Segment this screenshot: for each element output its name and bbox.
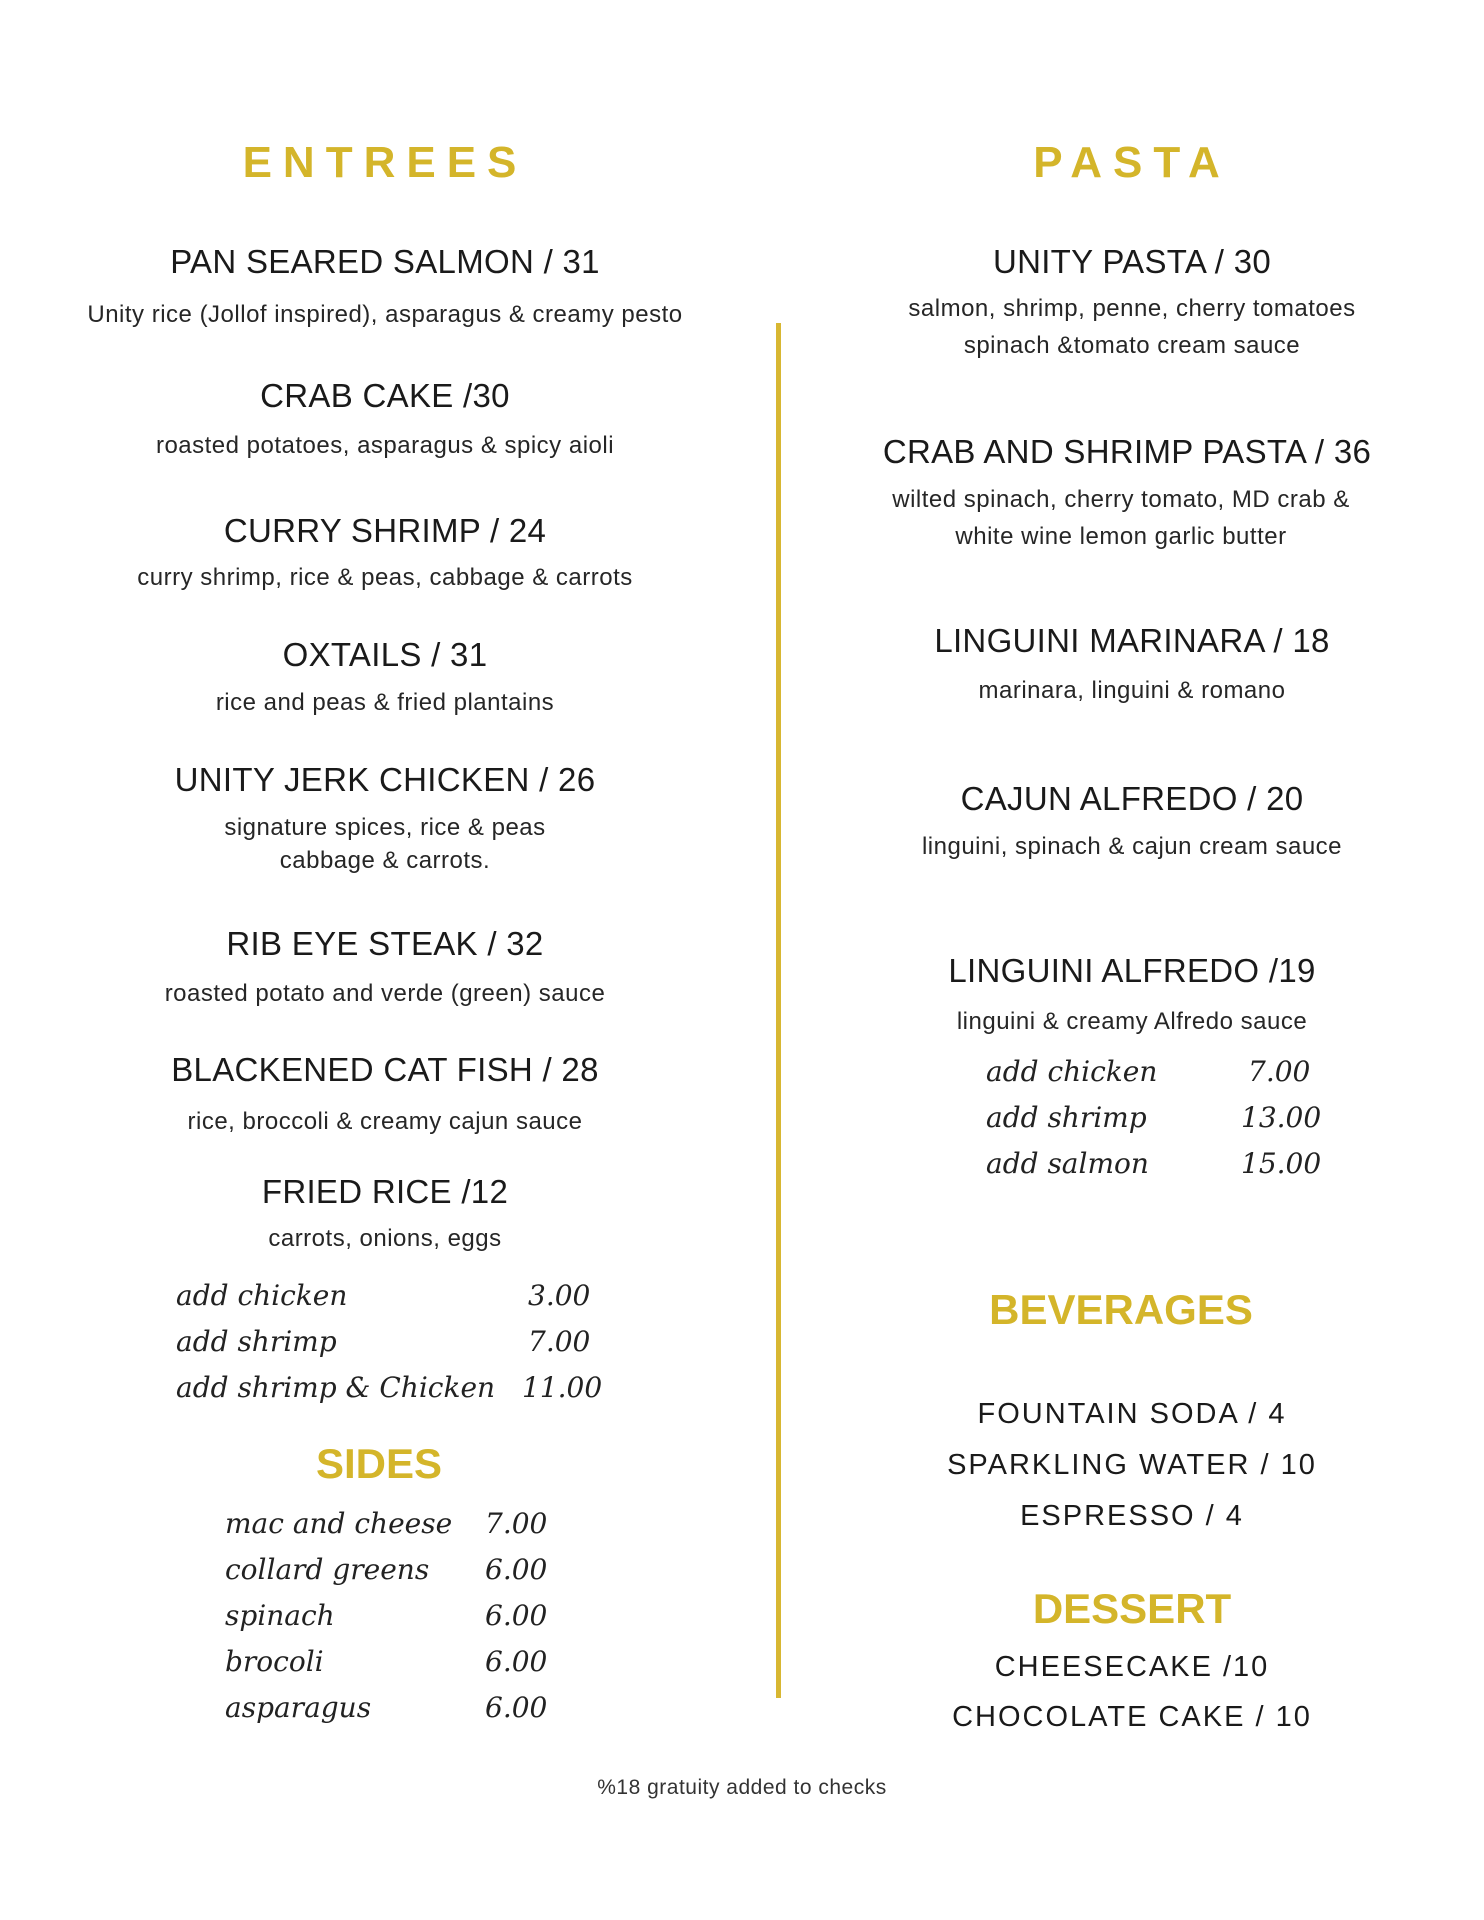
- side-price: 6.00: [485, 1691, 548, 1724]
- menu-item-name: OXTAILS / 31: [282, 636, 488, 673]
- menu-item-desc: salmon, shrimp, penne, cherry tomatoes: [908, 295, 1356, 322]
- menu-item-desc: curry shrimp, rice & peas, cabbage & carrots: [137, 564, 633, 591]
- side-row: [225, 1599, 585, 1645]
- dessert-item: CHEESECAKE /10: [994, 1651, 1270, 1683]
- beverages-heading: BEVERAGES: [989, 1286, 1253, 1333]
- menu-item-desc: carrots, onions, eggs: [268, 1225, 502, 1252]
- gratuity-note: %18 gratuity added to checks: [597, 1776, 887, 1799]
- addon-price: 3.00: [528, 1279, 591, 1312]
- pasta-heading: PASTA: [1033, 138, 1231, 187]
- addon-price: 13.00: [1241, 1101, 1322, 1134]
- addon-label: add shrimp: [176, 1325, 337, 1358]
- menu-item-name: FRIED RICE /12: [261, 1173, 509, 1210]
- menu-item-name: CRAB AND SHRIMP PASTA / 36: [882, 433, 1372, 470]
- menu-item-desc: roasted potato and verde (green) sauce: [164, 980, 606, 1007]
- menu-item-desc: linguini, spinach & cajun cream sauce: [921, 833, 1343, 860]
- side-price: 7.00: [485, 1507, 548, 1540]
- menu-item-name: LINGUINI ALFREDO /19: [948, 952, 1316, 989]
- menu-item-name: CURRY SHRIMP / 24: [223, 512, 547, 549]
- side-label: collard greens: [225, 1553, 430, 1586]
- addon-price: 15.00: [1241, 1147, 1322, 1180]
- sides-heading: SIDES: [315, 1440, 443, 1487]
- menu-item-desc: Unity rice (Jollof inspired), asparagus & creamy pesto: [87, 301, 683, 328]
- dessert-heading: DESSERT: [1032, 1585, 1232, 1632]
- addon-label: add chicken: [176, 1279, 348, 1312]
- entree-addons: [176, 1279, 603, 1417]
- addon-row: [176, 1325, 596, 1371]
- beverage-item: FOUNTAIN SODA / 4: [977, 1398, 1287, 1430]
- addon-row: [176, 1279, 596, 1325]
- addon-label: add salmon: [986, 1147, 1149, 1180]
- menu-item-desc: rice, broccoli & creamy cajun sauce: [187, 1108, 583, 1135]
- menu-item-name: BLACKENED CAT FISH / 28: [171, 1051, 599, 1088]
- menu-item-name: RIB EYE STEAK / 32: [226, 925, 544, 962]
- menu-item-desc: white wine lemon garlic butter: [955, 523, 1287, 550]
- menu-item-desc: wilted spinach, cherry tomato, MD crab &: [892, 486, 1350, 513]
- side-row: [225, 1691, 585, 1737]
- addon-price: 7.00: [1248, 1055, 1311, 1088]
- addon-row: [986, 1147, 1366, 1193]
- menu-item-desc: linguini & creamy Alfredo sauce: [956, 1008, 1308, 1035]
- menu-item-desc: signature spices, rice & peas: [224, 814, 546, 841]
- addon-label: add shrimp: [986, 1101, 1147, 1134]
- addon-row: [986, 1055, 1366, 1101]
- beverage-item: SPARKLING WATER / 10: [947, 1449, 1317, 1481]
- menu-item-desc: rice and peas & fried plantains: [215, 689, 555, 716]
- side-row: [225, 1553, 585, 1599]
- side-label: mac and cheese: [225, 1507, 453, 1540]
- menu-item-desc: roasted potatoes, asparagus & spicy aioli: [155, 432, 615, 459]
- menu-item-desc: marinara, linguini & romano: [978, 677, 1286, 704]
- menu-item-desc: cabbage & carrots.: [279, 847, 491, 874]
- menu-item-name: PAN SEARED SALMON / 31: [170, 243, 600, 280]
- side-label: spinach: [225, 1599, 335, 1632]
- addon-row: [986, 1101, 1366, 1147]
- menu-item-desc: spinach &tomato cream sauce: [963, 332, 1301, 359]
- menu-item-name: CRAB CAKE /30: [260, 377, 510, 414]
- pasta-addons: [986, 1055, 1366, 1193]
- dessert-item: CHOCOLATE CAKE / 10: [952, 1701, 1312, 1733]
- addon-row: [176, 1371, 603, 1417]
- side-label: brocoli: [225, 1645, 324, 1678]
- menu-item-name: CAJUN ALFREDO / 20: [960, 780, 1304, 817]
- menu-item-name: LINGUINI MARINARA / 18: [934, 622, 1330, 659]
- menu-item-name: UNITY JERK CHICKEN / 26: [174, 761, 596, 798]
- addon-label: add chicken: [986, 1055, 1158, 1088]
- side-row: [225, 1507, 585, 1553]
- side-price: 6.00: [485, 1599, 548, 1632]
- entrees-heading: ENTREES: [242, 138, 528, 187]
- sides-list: [225, 1507, 585, 1737]
- addon-label: add shrimp & Chicken: [176, 1371, 496, 1404]
- beverage-item: ESPRESSO / 4: [1020, 1500, 1244, 1532]
- addon-price: 7.00: [528, 1325, 591, 1358]
- side-price: 6.00: [485, 1645, 548, 1678]
- side-label: asparagus: [225, 1691, 372, 1724]
- addon-price: 11.00: [522, 1371, 603, 1404]
- side-price: 6.00: [485, 1553, 548, 1586]
- menu-item-name: UNITY PASTA / 30: [992, 243, 1272, 280]
- side-row: [225, 1645, 585, 1691]
